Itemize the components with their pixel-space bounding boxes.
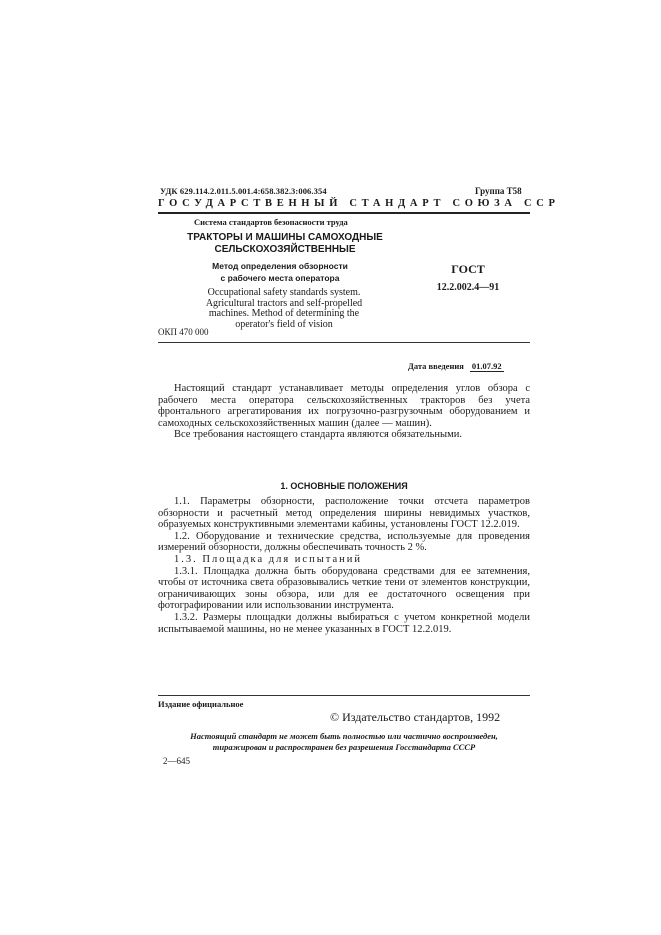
- english-title-line: Agricultural tractors and self-propelled: [205, 297, 363, 309]
- notice-line: Настоящий стандарт не может быть полностью или частично воспроизведен,: [190, 731, 498, 741]
- english-title: [196, 288, 372, 330]
- document-title: ГОСУДАРСТВЕННЫЙ СТАНДАРТ СОЮЗА ССР: [158, 198, 560, 209]
- section-body: [158, 496, 530, 635]
- reproduction-notice: [158, 731, 530, 752]
- gost-number: 12.2.002.4—91: [436, 282, 500, 293]
- english-title-line: operator's field of vision: [235, 318, 333, 330]
- title-divider: [158, 212, 530, 214]
- clause-1-3-2: 1.3.2. Размеры площадки должны выбираться с учетом конкретной модели испытываемой машины, но не менее указанных в ГОСТ 12.2.019.: [158, 611, 530, 635]
- system-name: Система стандартов безопасности труда: [194, 217, 348, 227]
- clause-1-3: 1.3. Площадка для испытаний: [174, 553, 362, 565]
- standard-name-line: ТРАКТОРЫ И МАШИНЫ САМОХОДНЫЕ: [187, 232, 383, 243]
- copyright: © Издательство стандартов, 1992: [330, 710, 501, 724]
- standard-name-line: СЕЛЬСКОХОЗЯЙСТВЕННЫЕ: [214, 244, 356, 255]
- group-code: Группа Т58: [475, 186, 522, 196]
- footer-divider: [158, 695, 530, 696]
- standard-name: [180, 232, 390, 256]
- edition-label: Издание официальное: [158, 699, 244, 709]
- section-heading: 1. ОСНОВНЫЕ ПОЛОЖЕНИЯ: [280, 481, 408, 491]
- intro-paragraph: Все требования настоящего стандарта являются обязательными.: [174, 429, 462, 441]
- english-title-line: machines. Method of determining the: [208, 308, 360, 319]
- clause-1-1: 1.1. Параметры обзорности, расположение точки отсчета параметров обзорности и расчетный метод определения ширины невидимых участков, образуемых конструктивными элементами кабины, установлены ГОСТ 12.2.019.: [158, 496, 530, 531]
- notice-line: тиражирован и распространен без разрешения Госстандарта СССР: [212, 741, 476, 752]
- header-divider: [158, 342, 530, 343]
- okp-code: ОКП 470 000: [158, 327, 209, 337]
- date-label: Дата введения: [408, 361, 464, 371]
- method-title-line: Метод определения обзорности: [212, 261, 348, 271]
- print-code: 2—645: [163, 756, 190, 766]
- english-title-line: Occupational safety standards system.: [207, 287, 361, 298]
- udk-code: УДК 629.114.2.011.5.001.4:658.382.3:006.354: [160, 186, 327, 196]
- method-title-line: с рабочего места оператора: [220, 273, 340, 283]
- intro-text: [158, 383, 530, 441]
- clause-1-3-1: 1.3.1. Площадка должна быть оборудована средствами для ее затемнения, чтобы от источника света образовывались четкие тени от элементов конструкции, ограничивающих зоны обзора, или для ее достаточного освещения при фотографировании или использовании инструмента.: [158, 565, 530, 612]
- intro-paragraph: Настоящий стандарт устанавливает методы определения углов обзора с рабочего места оператора сельскохозяйственных тракторов без учета фронтального агрегатирования их погрузочно-разгрузочным оборудованием и самоходных сельскохозяйственных машин (далее — машин).: [158, 383, 530, 429]
- effective-date: [408, 361, 504, 372]
- method-title: [195, 260, 365, 284]
- clause-1-2: 1.2. Оборудование и технические средства, используемые для проведения измерений обзорности, должны обеспечивать точность 2 %.: [158, 530, 530, 554]
- date-value: 01.07.92: [471, 361, 502, 371]
- gost-label: ГОСТ: [451, 262, 485, 276]
